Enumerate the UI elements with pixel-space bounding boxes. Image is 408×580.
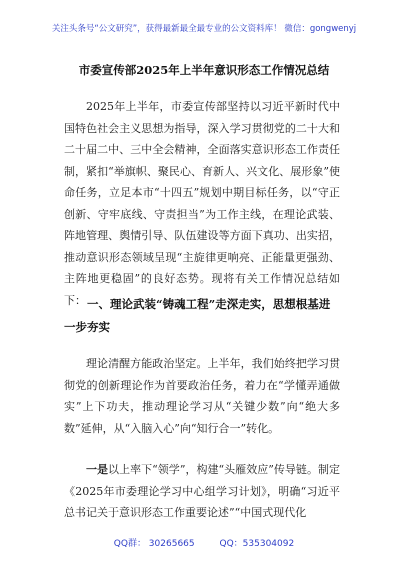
section-paragraph-text: 理论清醒方能政治坚定。上半年，我们始终把学习贯彻党的创新理论作为首要政治任务，着力在“学懂弄通做实”上下功夫，推动理论学习从“关键少数”向“绝大多数”延伸，从“入脑入心”向“知行合一”转化。 — [64, 357, 340, 435]
document-title: 市委宣传部2025年上半年意识形态工作情况总结 — [78, 63, 330, 77]
point-paragraph — [64, 459, 340, 524]
intro-paragraph — [64, 96, 340, 311]
point-lead: 一是 — [86, 463, 109, 476]
section-paragraph — [64, 353, 340, 439]
qq-group: QQ群： 30265665 — [113, 539, 195, 549]
intro-text: 2025年上半年，市委宣传部坚持以习近平新时代中国特色社会主义思想为指导，深入学习贯彻党的二十大和二十届二中、三中全会精神，全面落实意识形态工作责任制，紧扣“举旗帜、聚民心、育新人、兴文化、展形象”使命任务，立足本市“十四五”规划中期目标任务，以“守正创新、守牢底线、守责担当”为工作主线，在理论武装、阵地管理、舆情引导、队伍建设等方面下真功、出实招，推动意识形态领域呈现“主旋律更响亮、正能量更强劲、主阵地更稳固”的良好态势。现将有关工作情况总结如下： — [64, 100, 340, 307]
footer-contact — [0, 536, 408, 549]
qq-number: QQ：535304092 — [219, 539, 295, 549]
header-notice: 关注头条号“公文研究”，获得最新最全最专业的公文资料库！ 微信：gongwenyj — [51, 24, 357, 34]
section-heading: 一、理论武装“铸魂工程”走深走实，思想根基进一步夯实 — [64, 297, 331, 334]
point-paragraph-text — [64, 459, 340, 524]
point-text: 以上率下“领学”，构建“头雁效应”传导链。制定《2025年市委理论学习中心组学习计划》，明确“习近平总书记关于意识形态工作重要论述”“中国式现代化 — [64, 463, 340, 519]
